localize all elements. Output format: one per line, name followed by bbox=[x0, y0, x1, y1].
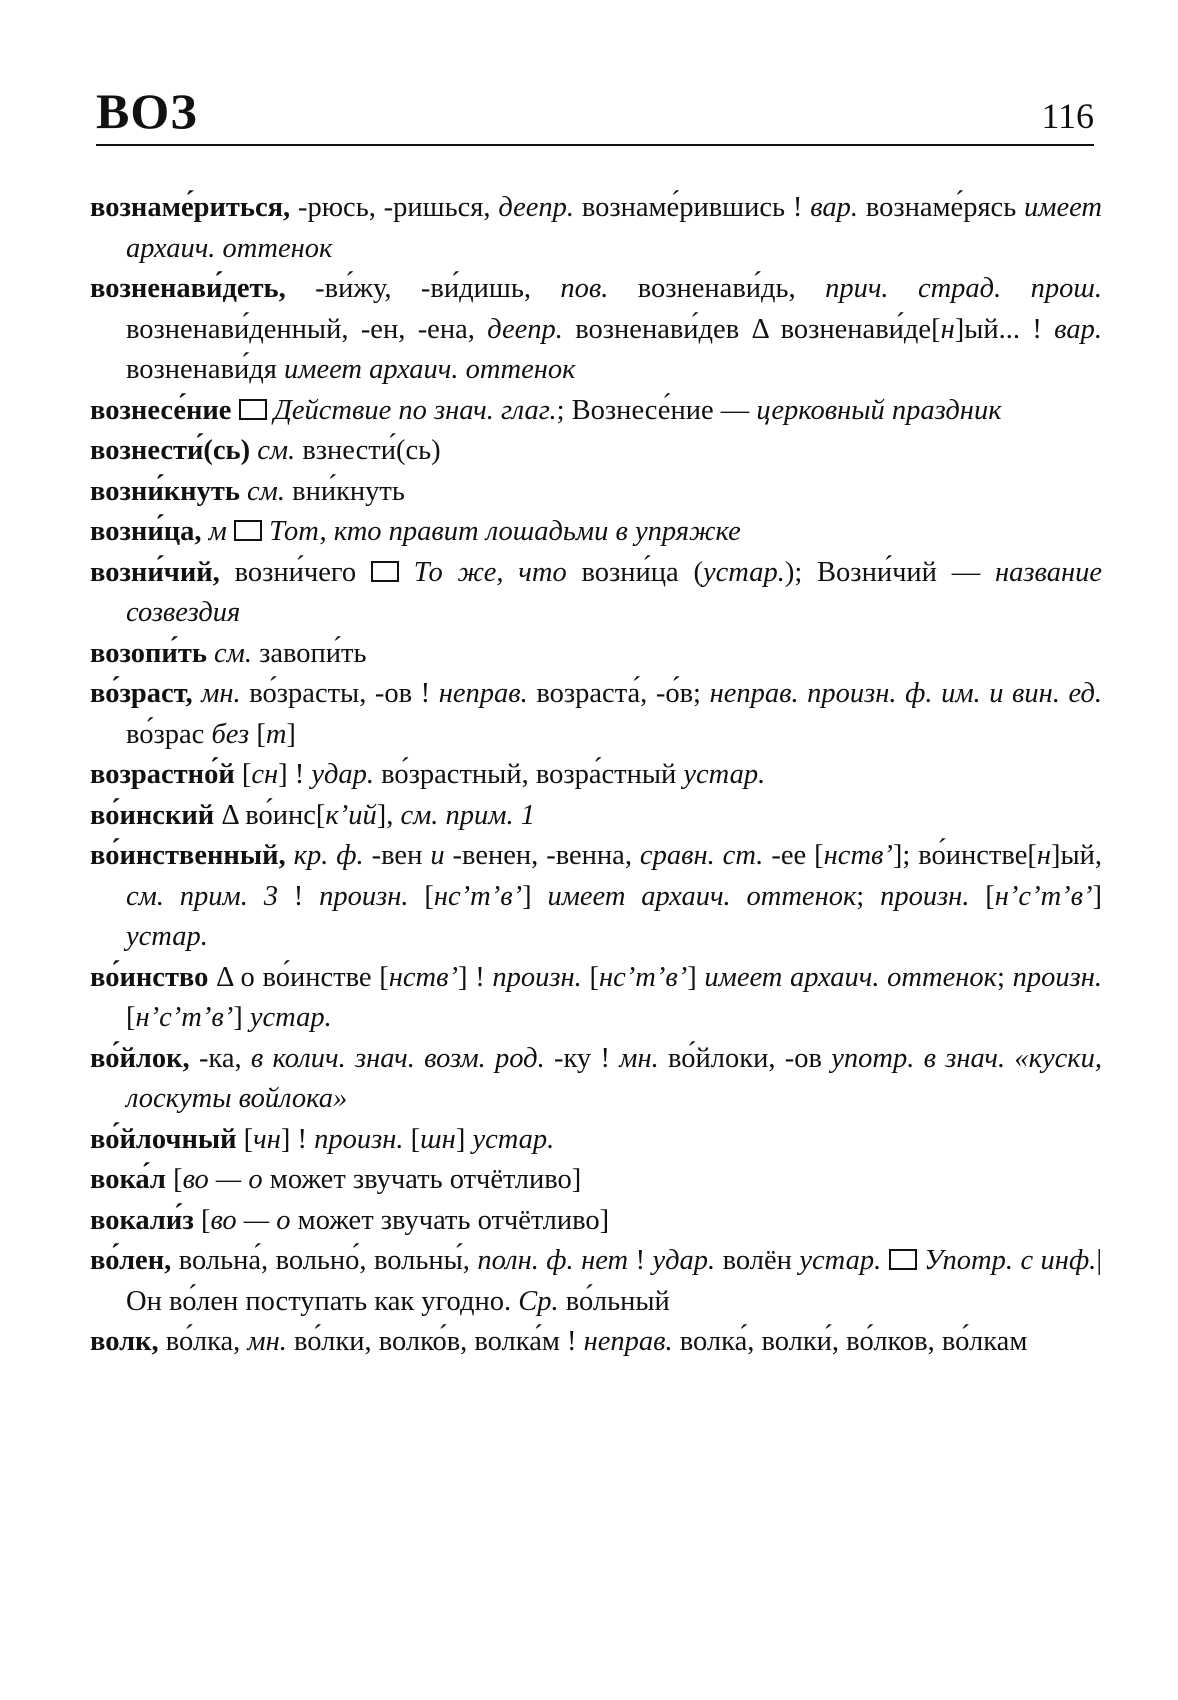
entry-text: возненави́дев Δ возненави́де[ bbox=[562, 313, 941, 345]
entry-text: возненави́дя bbox=[126, 354, 285, 385]
entry-text bbox=[227, 516, 234, 547]
entry-text: ! bbox=[628, 1245, 653, 1276]
entry-text: возни́ца ( bbox=[566, 556, 703, 588]
entry-text: во́льный bbox=[558, 1285, 670, 1317]
dictionary-entry bbox=[90, 188, 1102, 269]
italic-annotation: мн. bbox=[619, 1042, 659, 1074]
entry-text: -рюсь, -ришься, bbox=[290, 192, 499, 223]
entry-text: [ bbox=[126, 1002, 136, 1033]
dictionary-entry bbox=[90, 391, 1102, 432]
italic-annotation: Употр. с инф. bbox=[924, 1245, 1097, 1276]
entry-text: -ее [ bbox=[763, 840, 824, 871]
italic-annotation: произн. bbox=[319, 880, 409, 912]
entry-text: ] bbox=[687, 961, 705, 993]
italic-annotation: шн bbox=[420, 1123, 456, 1155]
italic-annotation: н bbox=[1036, 840, 1051, 871]
entry-text: ] bbox=[233, 1002, 250, 1033]
italic-annotation: устар. bbox=[683, 759, 766, 790]
italic-annotation: см. прим. 1 bbox=[400, 799, 535, 831]
dictionary-entry bbox=[90, 1201, 1102, 1242]
italic-annotation: имеет архаич. оттенок bbox=[704, 961, 997, 993]
entry-text: ! bbox=[277, 880, 320, 912]
italic-annotation: прич. страд. прош. bbox=[825, 273, 1103, 304]
dictionary-entry bbox=[90, 1160, 1102, 1201]
headword: во́инский bbox=[90, 799, 215, 831]
italic-annotation: имеет архаич. оттенок bbox=[547, 880, 857, 912]
definition-box-icon bbox=[371, 561, 399, 582]
headword: возни́ца, bbox=[90, 516, 202, 547]
entry-text bbox=[240, 476, 247, 507]
page-number: 116 bbox=[1041, 96, 1094, 136]
italic-annotation: вар. bbox=[810, 192, 858, 223]
headword: вознаме́риться, bbox=[90, 192, 291, 223]
headword: возни́кнуть bbox=[90, 475, 240, 507]
headword: во́зраст, bbox=[90, 678, 193, 709]
italic-annotation: см. прим. 3 bbox=[126, 880, 278, 912]
italic-annotation: произн. bbox=[314, 1123, 404, 1155]
entry-text: возненави́дь, bbox=[608, 273, 826, 304]
dictionary-entry bbox=[90, 634, 1102, 675]
italic-annotation: во — о bbox=[210, 1204, 291, 1236]
entry-text: ); Возни́чий — bbox=[784, 556, 996, 588]
entry-text: во́йлоки, -ов bbox=[658, 1042, 832, 1074]
italic-annotation: сравн. ст. bbox=[639, 840, 764, 871]
italic-annotation: удар. bbox=[311, 759, 375, 790]
dictionary-entry bbox=[90, 1039, 1102, 1120]
dictionary-entry bbox=[90, 1322, 1102, 1363]
dictionary-entry bbox=[90, 836, 1102, 958]
italic-annotation: м bbox=[208, 516, 227, 547]
italic-annotation: без bbox=[211, 718, 250, 750]
italic-annotation: устар. bbox=[472, 1123, 555, 1155]
italic-annotation: нствʼ bbox=[823, 840, 893, 871]
italic-annotation: устар. bbox=[126, 921, 208, 952]
italic-annotation: см. bbox=[214, 637, 252, 669]
dictionary-entry bbox=[90, 755, 1102, 796]
headword: вознести́(сь) bbox=[90, 435, 251, 466]
headword: во́йлок, bbox=[90, 1042, 190, 1074]
entry-text: Δ о во́инстве [ bbox=[208, 961, 389, 993]
entry-text: Δ во́инс[ bbox=[214, 799, 326, 831]
entry-text: [ bbox=[249, 718, 266, 750]
entry-text bbox=[207, 638, 214, 669]
italic-annotation: название созвездия bbox=[126, 556, 1102, 628]
entry-text: [ bbox=[403, 1123, 421, 1155]
italic-annotation: мн. bbox=[201, 678, 241, 709]
dictionary-entry bbox=[90, 1241, 1102, 1322]
italic-annotation: произн. bbox=[880, 880, 970, 912]
entry-text bbox=[881, 1245, 888, 1276]
headword: возненави́деть, bbox=[90, 273, 286, 304]
dictionary-entry bbox=[90, 796, 1102, 837]
dictionary-entry bbox=[90, 1120, 1102, 1161]
definition-box-icon bbox=[239, 399, 267, 420]
dictionary-entry bbox=[90, 269, 1102, 391]
italic-annotation: Тот, кто правит лошадьми в упряжке bbox=[269, 516, 741, 547]
entry-text: вознаме́рившись ! bbox=[574, 192, 811, 223]
entry-text bbox=[267, 395, 274, 426]
entry-text: ]ый, bbox=[1050, 840, 1103, 871]
italic-annotation: имеет архаич. оттенок bbox=[284, 354, 576, 385]
entry-text: ], bbox=[376, 799, 401, 831]
entry-text: взнести́(сь) bbox=[295, 435, 441, 466]
entry-text: -вен bbox=[363, 840, 431, 871]
italic-annotation: устар. bbox=[702, 556, 785, 588]
entry-text: вольна́, вольно́, вольны́, bbox=[171, 1245, 478, 1276]
italic-annotation: произн. bbox=[492, 961, 582, 993]
italic-annotation: чн bbox=[253, 1123, 281, 1155]
entry-text: ] bbox=[522, 880, 548, 912]
headword: во́лен, bbox=[90, 1245, 172, 1276]
entry-text bbox=[399, 557, 414, 588]
headword: возни́чий, bbox=[90, 556, 220, 588]
entry-text: во́зрасты, -ов ! bbox=[240, 678, 439, 709]
italic-annotation: имеет архаич. оттенок bbox=[126, 192, 1102, 264]
entries-list bbox=[90, 188, 1102, 1363]
entry-text: волка́, волки́, во́лков, во́лкам bbox=[672, 1326, 1028, 1357]
italic-annotation: произн. bbox=[1012, 961, 1102, 993]
entry-text: вни́кнуть bbox=[285, 475, 405, 507]
entry-text: [ bbox=[165, 1164, 183, 1195]
entry-text: [ bbox=[408, 880, 434, 912]
italic-annotation: неправ. bbox=[583, 1326, 673, 1357]
italic-annotation: нсʼтʼвʼ bbox=[433, 880, 523, 912]
entry-text: -венен, -венна, bbox=[444, 840, 640, 871]
entry-text: | Он во́лен поступать как угодно. bbox=[126, 1245, 1103, 1317]
entry-text: во́лки, волко́в, волка́м ! bbox=[286, 1326, 584, 1357]
entry-text: ] ! bbox=[278, 759, 312, 790]
italic-annotation: и bbox=[430, 840, 445, 871]
entry-text bbox=[231, 395, 238, 426]
italic-annotation: неправ. произн. ф. им. и вин. ед. bbox=[709, 678, 1103, 709]
guide-word: ВОЗ bbox=[96, 83, 198, 139]
entry-text: -ка, bbox=[189, 1042, 251, 1074]
italic-annotation: То же, что bbox=[413, 556, 567, 588]
italic-annotation: нʼсʼтʼвʼ bbox=[135, 1002, 234, 1033]
italic-annotation: употр. в знач. «куски, лоскуты войлока» bbox=[126, 1042, 1102, 1114]
italic-annotation: пов. bbox=[560, 273, 609, 304]
italic-annotation: во — о bbox=[182, 1164, 263, 1195]
italic-annotation: Ср. bbox=[518, 1285, 559, 1317]
entry-text: ]; во́инстве[ bbox=[892, 840, 1037, 871]
headword: во́инство bbox=[90, 961, 209, 993]
entry-text: волён bbox=[715, 1245, 800, 1276]
italic-annotation: устар. bbox=[799, 1245, 882, 1276]
italic-annotation: неправ. bbox=[438, 678, 528, 709]
italic-annotation: см. bbox=[247, 475, 285, 507]
headword: вока́л bbox=[90, 1164, 166, 1195]
entry-text: может звучать отчётливо] bbox=[262, 1164, 582, 1195]
entry-text: ] bbox=[1092, 880, 1103, 912]
dictionary-entry bbox=[90, 512, 1102, 553]
italic-annotation: вар. bbox=[1054, 313, 1102, 345]
definition-box-icon bbox=[889, 1249, 917, 1270]
dictionary-entry bbox=[90, 431, 1102, 472]
italic-annotation: деепр. bbox=[498, 192, 575, 223]
entry-text: ; bbox=[996, 961, 1013, 993]
entry-text bbox=[202, 516, 209, 547]
entry-text: [ bbox=[969, 880, 995, 912]
italic-annotation: в колич. знач. возм. род. bbox=[250, 1042, 545, 1074]
headword: возопи́ть bbox=[90, 637, 207, 669]
entry-text: во́зрас bbox=[126, 718, 212, 750]
dictionary-entry bbox=[90, 472, 1102, 513]
entry-text: -ку ! bbox=[544, 1042, 620, 1074]
headword: во́инственный, bbox=[90, 840, 286, 871]
headword: вознесе́ние bbox=[90, 394, 232, 426]
italic-annotation: нствʼ bbox=[388, 961, 458, 993]
entry-text: [ bbox=[581, 961, 599, 993]
headword: во́йлочный bbox=[90, 1123, 237, 1155]
dictionary-entry bbox=[90, 674, 1102, 755]
italic-annotation: нсʼтʼвʼ bbox=[598, 961, 688, 993]
italic-annotation: н bbox=[940, 313, 955, 345]
italic-annotation: мн. bbox=[247, 1326, 287, 1357]
entry-text: ]ый... ! bbox=[954, 313, 1055, 345]
headword: возрастно́й bbox=[90, 759, 235, 790]
headword: вокали́з bbox=[90, 1204, 194, 1236]
italic-annotation: сн bbox=[251, 759, 279, 790]
entry-text: ; bbox=[856, 880, 881, 912]
entry-text: ] bbox=[455, 1123, 473, 1155]
entry-text: возраста́, -о́в; bbox=[527, 678, 710, 709]
entry-text: ] bbox=[286, 718, 296, 750]
entry-text: может звучать отчётливо] bbox=[290, 1204, 610, 1236]
entry-text: ] ! bbox=[458, 961, 493, 993]
dictionary-entry bbox=[90, 958, 1102, 1039]
headword: волк, bbox=[90, 1326, 159, 1357]
dictionary-entry bbox=[90, 553, 1102, 634]
entry-text bbox=[193, 678, 202, 709]
entry-text: -ви́жу, -ви́дишь, bbox=[285, 273, 561, 304]
italic-annotation: т bbox=[265, 718, 287, 750]
page-header bbox=[96, 78, 1094, 146]
entry-text: завопи́ть bbox=[252, 637, 367, 669]
entry-text: ] ! bbox=[280, 1123, 315, 1155]
italic-annotation: кʼий bbox=[325, 799, 377, 831]
italic-annotation: устар. bbox=[249, 1002, 332, 1033]
entry-text: во́зрастный, возра́стный bbox=[374, 759, 684, 790]
italic-annotation: Действие по знач. глаг. bbox=[273, 394, 557, 426]
italic-annotation: нʼсʼтʼвʼ bbox=[994, 880, 1093, 912]
entry-text: возни́чего bbox=[219, 556, 371, 588]
italic-annotation: церковный праздник bbox=[756, 394, 1002, 426]
entry-text: вознаме́рясь bbox=[858, 192, 1025, 223]
definition-box-icon bbox=[234, 520, 262, 541]
entry-text: во́лка, bbox=[158, 1326, 248, 1357]
italic-annotation: полн. ф. нет bbox=[477, 1245, 629, 1276]
entry-text bbox=[286, 840, 294, 871]
entry-text: [ bbox=[234, 759, 252, 790]
entry-text: возненави́денный, -ен, -ена, bbox=[126, 313, 488, 345]
entry-text: [ bbox=[193, 1204, 211, 1236]
italic-annotation: см. bbox=[257, 435, 296, 466]
italic-annotation: удар. bbox=[652, 1245, 716, 1276]
italic-annotation: кр. ф. bbox=[293, 840, 364, 871]
italic-annotation: деепр. bbox=[487, 313, 563, 345]
entry-text: ; Вознесе́ние — bbox=[556, 394, 757, 426]
entry-text: [ bbox=[236, 1123, 254, 1155]
